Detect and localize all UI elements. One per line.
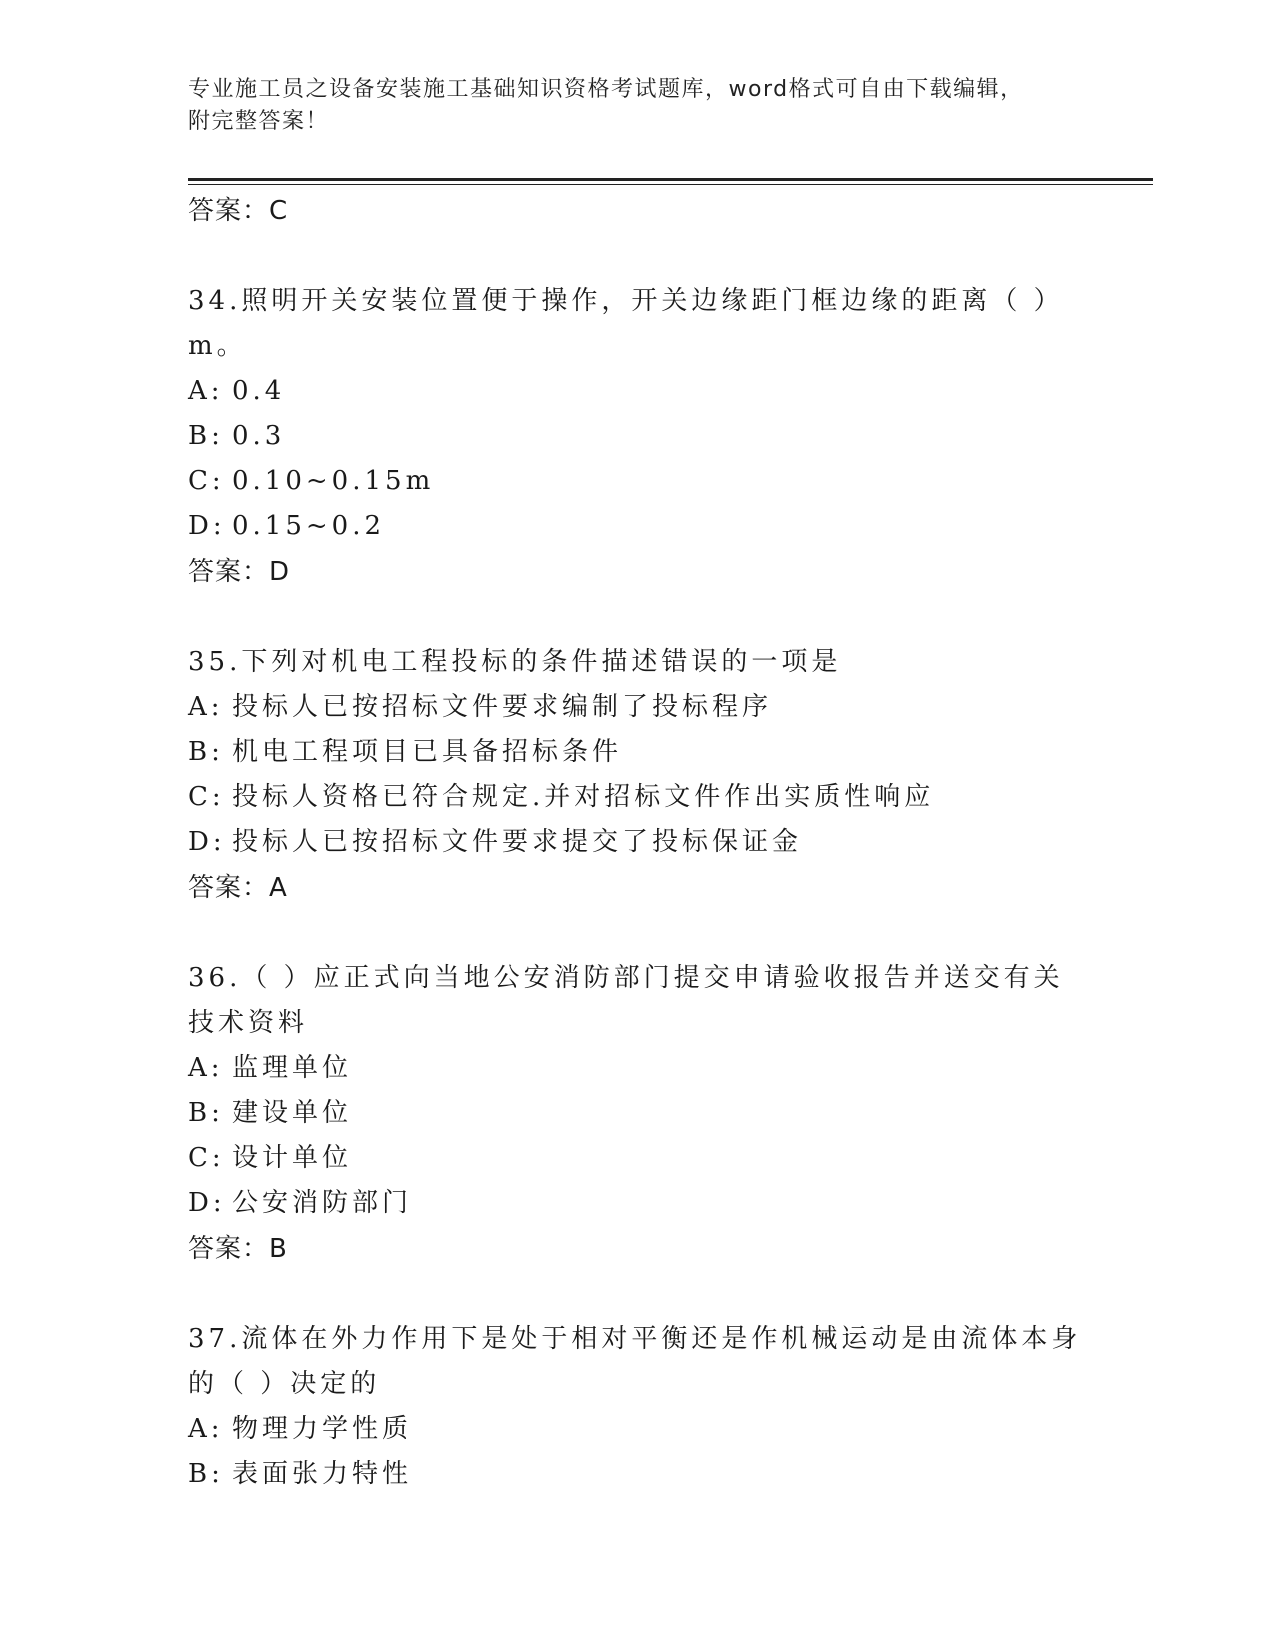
option-text: 0.10~0.15m [232,466,435,496]
option-c [188,775,1088,820]
option-text: 投标人已按招标文件要求提交了投标保证金 [232,827,803,857]
answer-36: 答案：B [188,1234,288,1264]
header-line-1: 专业施工员之设备安装施工基础知识资格考试题库，word格式可自由下载编辑， [188,77,1024,102]
option-text: 投标人已按招标文件要求编制了投标程序 [232,692,773,722]
document-header [188,74,1088,138]
header-line-2: 附完整答案！ [188,109,330,134]
question-34 [188,279,1088,595]
option-letter: A: [188,1053,224,1083]
option-a [188,1407,1088,1452]
option-letter: B: [188,421,224,451]
option-a [188,1046,1088,1091]
option-letter: C: [188,782,225,812]
answer-34: 答案：D [188,557,291,587]
question-list [188,188,1088,1497]
option-letter: B: [188,1459,224,1489]
question-37 [188,1317,1088,1497]
option-b [188,1452,1088,1497]
option-letter: D: [188,1188,226,1218]
spacer [188,234,1088,279]
question-stem: 36.（ ）应正式向当地公安消防部门提交申请验收报告并送交有关技术资料 [188,963,1064,1038]
spacer [188,911,1088,956]
option-d [188,504,1088,549]
question-35 [188,640,1088,911]
option-text: 投标人资格已符合规定.并对招标文件作出实质性响应 [232,782,935,812]
option-text: 0.3 [232,421,286,451]
option-letter: B: [188,1098,224,1128]
question-stem: 37.流体在外力作用下是处于相对平衡还是作机械运动是由流体本身的（ ）决定的 [188,1324,1082,1399]
option-b [188,414,1088,459]
option-letter: D: [188,827,226,857]
option-d [188,820,1088,865]
option-b [188,1091,1088,1136]
option-letter: A: [188,692,224,722]
option-text: 监理单位 [232,1053,353,1083]
spacer [188,1272,1088,1317]
question-36 [188,956,1088,1272]
option-a [188,369,1088,414]
header-rule-thin [188,184,1153,185]
answer-33: 答案：C [188,196,289,226]
option-text: 机电工程项目已具备招标条件 [232,737,623,767]
option-letter: C: [188,1143,225,1173]
option-text: 表面张力特性 [232,1459,413,1489]
answer-35: 答案：A [188,873,288,903]
option-text: 物理力学性质 [232,1414,413,1444]
option-letter: A: [188,1414,224,1444]
option-b [188,730,1088,775]
question-stem: 34.照明开关安装位置便于操作，开关边缘距门框边缘的距离（ ）m。 [188,286,1064,361]
option-letter: A: [188,376,224,406]
option-letter: B: [188,737,224,767]
option-text: 0.15~0.2 [232,511,386,541]
option-letter: D: [188,511,226,541]
option-text: 0.4 [232,376,286,406]
option-c [188,1136,1088,1181]
option-text: 建设单位 [232,1098,353,1128]
option-text: 公安消防部门 [232,1188,413,1218]
option-a [188,685,1088,730]
header-rule-thick [188,178,1153,181]
option-letter: C: [188,466,225,496]
question-stem: 35.下列对机电工程投标的条件描述错误的一项是 [188,647,842,677]
option-text: 设计单位 [232,1143,353,1173]
spacer [188,595,1088,640]
option-d [188,1181,1088,1226]
option-c [188,459,1088,504]
